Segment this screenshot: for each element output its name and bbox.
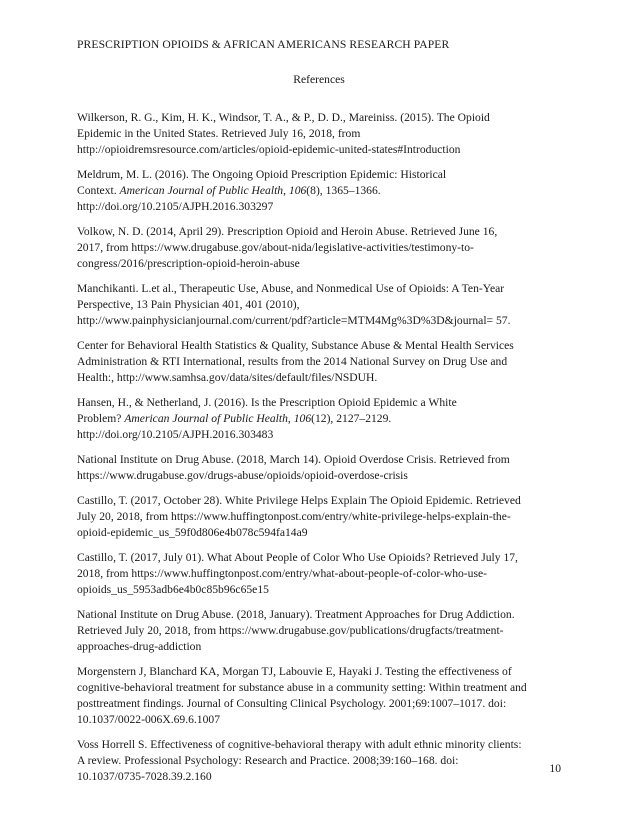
reference-entry <box>77 110 567 158</box>
reference-text: Health:, http://www.samhsa.gov/data/sites/default/files/NSDUH. <box>77 371 378 384</box>
reference-line <box>77 395 567 411</box>
reference-text: congress/2016/prescription-opioid-heroin-abuse <box>77 257 300 270</box>
reference-line <box>77 452 567 468</box>
page-number: 10 <box>549 762 561 775</box>
italic-text: American Journal of Public Health <box>124 412 288 425</box>
reference-line <box>77 256 567 272</box>
reference-text: http://www.painphysicianjournal.com/current/pdf?article=MTM4Mg%3D%3D&journal= 57. <box>77 314 511 327</box>
reference-line <box>77 167 567 183</box>
reference-text: Problem? <box>77 412 125 425</box>
reference-text: Retrieved July 20, 2018, from https://www.drugabuse.gov/publications/drugfacts/treatment- <box>77 624 504 637</box>
reference-text: Epidemic in the United States. Retrieved July 16, 2018, from <box>77 127 361 140</box>
reference-line <box>77 313 567 329</box>
reference-line <box>77 468 567 484</box>
reference-text: 2018, from https://www.huffingtonpost.com/entry/what-about-people-of-color-who-use- <box>77 567 487 580</box>
reference-line <box>77 712 567 728</box>
reference-text: Manchikanti. L.et al., Therapeutic Use, Abuse, and Nonmedical Use of Opioids: A Ten-Year <box>77 282 505 295</box>
reference-line <box>77 370 567 386</box>
section-title: References <box>293 73 345 86</box>
reference-line <box>77 126 567 142</box>
italic-text: 106 <box>293 412 312 425</box>
reference-line <box>77 224 567 240</box>
reference-text: A review. Professional Psychology: Research and Practice. 2008;39:160–168. doi: <box>77 754 459 767</box>
italic-text: 106 <box>288 184 307 197</box>
reference-text: (8), 1365–1366. <box>306 184 381 197</box>
reference-text: (12), 2127–2129. <box>311 412 392 425</box>
reference-line <box>77 623 567 639</box>
reference-text: 2017, from https://www.drugabuse.gov/about-nida/legislative-activities/testimony-to- <box>77 241 474 254</box>
reference-text: approaches-drug-addiction <box>77 640 202 653</box>
reference-text: http://doi.org/10.2105/AJPH.2016.303297 <box>77 200 274 213</box>
reference-text: Meldrum, M. L. (2016). The Ongoing Opioid Prescription Epidemic: Historical <box>77 168 447 181</box>
reference-entry <box>77 493 567 541</box>
reference-text: National Institute on Drug Abuse. (2018, March 14). Opioid Overdose Crisis. Retrieved from <box>77 453 510 466</box>
reference-text: opioids_us_5953adb6e4b0c85b96c65e15 <box>77 583 269 596</box>
reference-text: posttreatment findings. Journal of Consulting Clinical Psychology. 2001;69:1007–1017. doi: <box>77 697 507 710</box>
reference-line <box>77 769 567 785</box>
reference-list <box>77 110 567 794</box>
reference-line <box>77 493 567 509</box>
reference-line <box>77 607 567 623</box>
reference-line <box>77 525 567 541</box>
reference-line <box>77 664 567 680</box>
reference-line <box>77 680 567 696</box>
reference-line <box>77 183 567 199</box>
reference-line <box>77 696 567 712</box>
reference-text: https://www.drugabuse.gov/drugs-abuse/opioids/opioid-overdose-crisis <box>77 469 408 482</box>
reference-text: Castillo, T. (2017, October 28). White Privilege Helps Explain The Opioid Epidemic. Retrieved <box>77 494 521 507</box>
reference-line <box>77 639 567 655</box>
reference-text: Volkow, N. D. (2014, April 29). Prescription Opioid and Heroin Abuse. Retrieved June 16, <box>77 225 498 238</box>
reference-entry <box>77 607 567 655</box>
reference-text: Castillo, T. (2017, July 01). What About People of Color Who Use Opioids? Retrieved July 17, <box>77 551 518 564</box>
reference-text: Center for Behavioral Health Statistics & Quality, Substance Abuse & Mental Health Services <box>77 339 514 352</box>
reference-text: , <box>283 184 289 197</box>
reference-line <box>77 199 567 215</box>
reference-line <box>77 509 567 525</box>
reference-text: cognitive-behavioral treatment for substance abuse in a community setting: Within treatment and <box>77 681 527 694</box>
reference-line <box>77 550 567 566</box>
reference-entry <box>77 452 567 484</box>
reference-entry <box>77 550 567 598</box>
reference-entry <box>77 664 567 728</box>
reference-text: Morgenstern J, Blanchard KA, Morgan TJ, Labouvie E, Hayaki J. Testing the effectiveness of <box>77 665 512 678</box>
italic-text: American Journal of Public Health <box>119 184 284 197</box>
reference-text: http://opioidremsresource.com/articles/opioid-epidemic-united-states#Introduction <box>77 143 461 156</box>
running-head: PRESCRIPTION OPIOIDS & AFRICAN AMERICANS RESEARCH PAPER <box>77 38 450 51</box>
reference-line <box>77 338 567 354</box>
reference-line <box>77 297 567 313</box>
reference-line <box>77 411 567 427</box>
reference-text: , <box>287 412 294 425</box>
reference-text: Wilkerson, R. G., Kim, H. K., Windsor, T. A., & P., D. D., Mareiniss. (2015). The Opioid <box>77 111 490 124</box>
reference-text: 10.1037/0735-7028.39.2.160 <box>77 770 212 783</box>
reference-entry <box>77 338 567 386</box>
reference-text: Perspective, 13 Pain Physician 401, 401 (2010), <box>77 298 300 311</box>
reference-entry <box>77 395 567 443</box>
reference-text: Voss Horrell S. Effectiveness of cognitive-behavioral therapy with adult ethnic minority clients: <box>77 738 522 751</box>
reference-entry <box>77 167 567 215</box>
reference-text: Context. <box>77 184 120 197</box>
reference-text: http://doi.org/10.2105/AJPH.2016.303483 <box>77 428 274 441</box>
reference-entry <box>77 224 567 272</box>
reference-entry <box>77 737 567 785</box>
reference-line <box>77 737 567 753</box>
reference-line <box>77 354 567 370</box>
reference-line <box>77 240 567 256</box>
reference-line <box>77 566 567 582</box>
reference-text: 10.1037/0022-006X.69.6.1007 <box>77 713 220 726</box>
reference-entry <box>77 281 567 329</box>
reference-line <box>77 427 567 443</box>
reference-line <box>77 142 567 158</box>
reference-line <box>77 582 567 598</box>
reference-text: July 20, 2018, from https://www.huffingtonpost.com/entry/white-privilege-helps-explain-the- <box>77 510 511 523</box>
reference-line <box>77 281 567 297</box>
reference-text: Administration & RTI International, results from the 2014 National Survey on Drug Use and <box>77 355 508 368</box>
reference-text: Hansen, H., & Netherland, J. (2016). Is the Prescription Opioid Epidemic a White <box>77 396 457 409</box>
reference-text: National Institute on Drug Abuse. (2018, January). Treatment Approaches for Drug Addiction. <box>77 608 515 621</box>
reference-line <box>77 753 567 769</box>
reference-line <box>77 110 567 126</box>
reference-text: opioid-epidemic_us_59f0d806e4b078c594fa14a9 <box>77 526 308 539</box>
